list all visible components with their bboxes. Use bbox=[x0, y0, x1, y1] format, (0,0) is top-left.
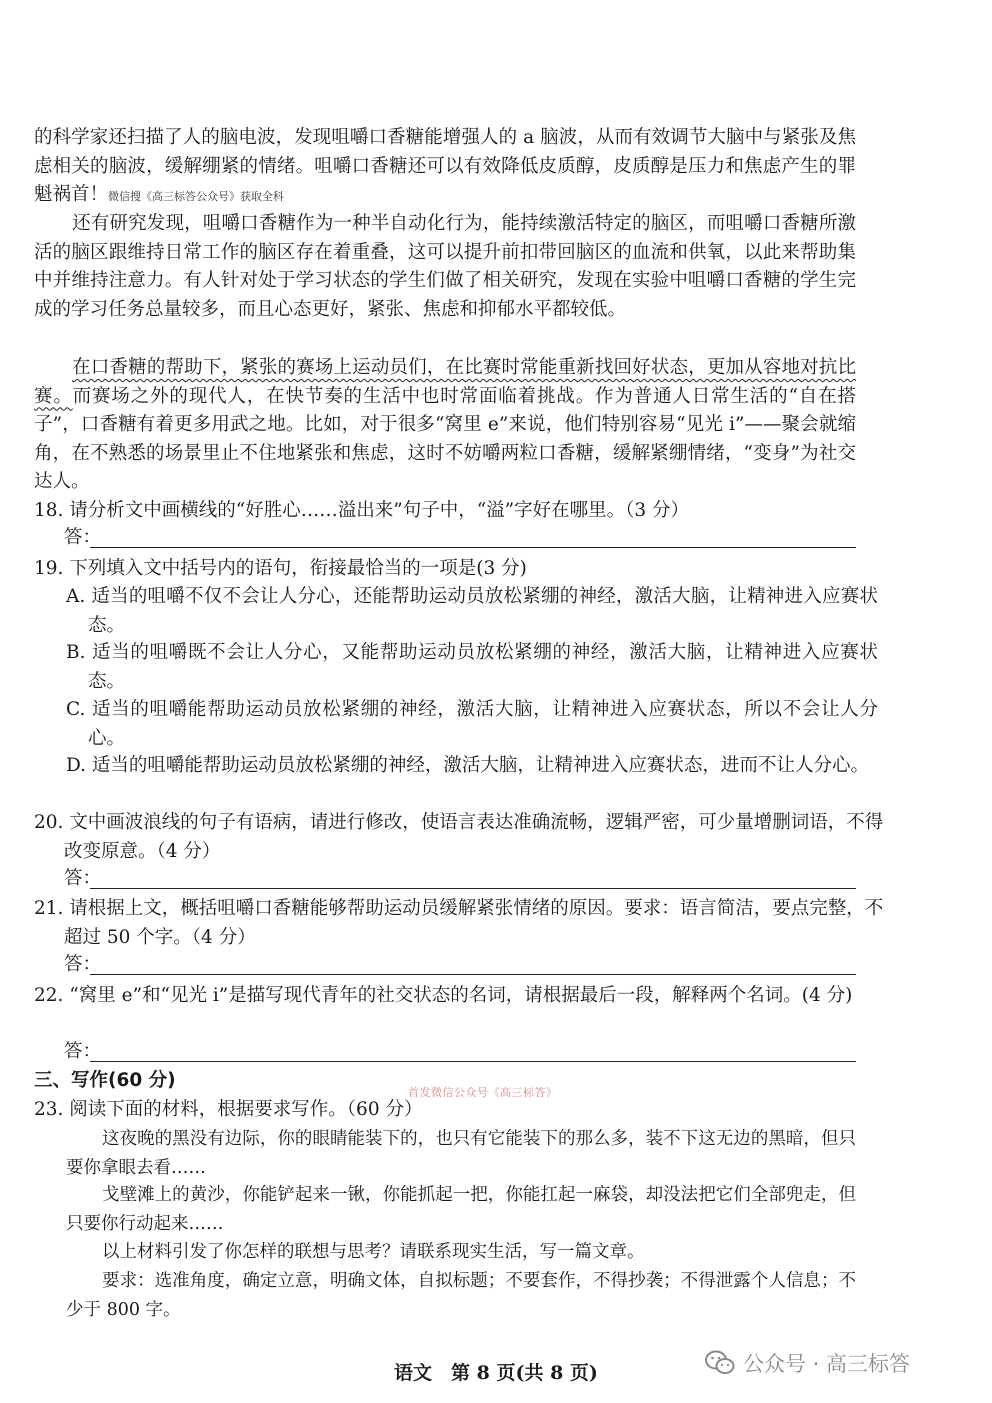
section-heading-writing: 三、写作(60 分) bbox=[34, 1070, 176, 1091]
answer-label: 答： bbox=[64, 954, 102, 975]
question-21: 21. 请根据上文，概括咀嚼口香糖能够帮助运动员缓解紧张情绪的原因。要求：语言简洁，要点完整，不超过 50 个字。（4 分） bbox=[34, 898, 884, 948]
material-4-text: 要求：选准角度，确定立意，明确文体，自拟标题；不要套作，不得抄袭；不得泄露个人信息；不少于 800 字。 bbox=[66, 1271, 856, 1320]
question-19: 19. 下列填入文中括号内的语句，衔接最恰当的一项是(3 分) bbox=[34, 558, 527, 579]
answer-line-20[interactable] bbox=[64, 865, 856, 893]
inline-watermark: 微信搜《高三标答公众号》获取全科 bbox=[108, 190, 285, 203]
passage-p2-text: 还有研究发现，咀嚼口香糖作为一种半自动化行为，能持续激活特定的脑区，而咀嚼口香糖所激活的脑区跟维持日常工作的脑区存在着重叠，这可以提升前扣带回脑区的血流和供氧，以此来帮助集中并维持注意力。有人针对处于学习状态的学生们做了相关研究，发现在实验中咀嚼口香糖的学生完成的学习任务总量较多，而且心态更好，紧张、焦虑和抑郁水平都较低。 bbox=[34, 213, 856, 320]
brand-text: 公众号 · 高三标答 bbox=[743, 1352, 911, 1376]
material-paragraph-2 bbox=[66, 1181, 856, 1238]
question-22: 22. “窝里 e”和“见光 i”是描写现代青年的社交状态的名词，请根据最后一段，解释两个名词。(4 分) bbox=[34, 985, 853, 1006]
option-c: C. 适当的咀嚼能帮助运动员放松紧绷的神经，激活大脑，让精神进入应赛状态，所以不会让人分心。 bbox=[66, 699, 878, 749]
wechat-icon bbox=[705, 1350, 735, 1376]
answer-line-18[interactable] bbox=[64, 524, 856, 552]
question-20: 20. 文中画波浪线的句子有语病，请进行修改，使语言表达准确流畅，逻辑严密，可少量增删词语，不得改变原意。（4 分） bbox=[34, 812, 884, 862]
option-d: D. 适当的咀嚼能帮助运动员放松紧绷的神经，激活大脑，让精神进入应赛状态，进而不让人分心。 bbox=[66, 755, 869, 776]
passage-paragraph-2 bbox=[34, 210, 856, 324]
material-paragraph-3 bbox=[66, 1238, 856, 1267]
material-paragraph-4 bbox=[66, 1267, 856, 1324]
passage-p3-text: 而赛场之外的现代人，在快节奏的生活中也时常面临着挑战。作为普通人日常生活的“自在搭子”，口香糖有着更多用武之地。比如，对于很多“窝里 e”来说，他们特别容易“见光 i”——聚会就缩角，在不熟悉的场景里止不住地紧张和焦虑，这时不妨嚼两粒口香糖，缓解紧绷情绪，“变身”为社交达人。 bbox=[34, 385, 856, 492]
answer-line-22[interactable] bbox=[64, 1038, 856, 1066]
material-1-text: 这夜晚的黑没有边际，你的眼睛能装下的，也只有它能装下的那么多，装不下这无边的黑暗，但只要你拿眼去看…… bbox=[66, 1129, 856, 1178]
answer-underline bbox=[90, 974, 856, 975]
page-footer: 语文 第 8 页(共 8 页) bbox=[394, 1362, 598, 1384]
question-18: 18. 请分析文中画横线的“好胜心……溢出来”句子中，“溢”字好在哪里。（3 分） bbox=[34, 500, 690, 521]
answer-label: 答： bbox=[64, 527, 102, 548]
passage-paragraph-1 bbox=[34, 124, 856, 212]
answer-underline bbox=[90, 1061, 856, 1062]
option-b: B. 适当的咀嚼既不会让人分心，又能帮助运动员放松紧绷的神经，激活大脑，让精神进入应赛状态。 bbox=[66, 642, 878, 692]
question-23: 23. 阅读下面的材料，根据要求写作。（60 分） bbox=[34, 1099, 423, 1120]
red-watermark: 首发微信公众号《高三标答》 bbox=[408, 1086, 558, 1099]
material-3-text: 以上材料引发了你怎样的联想与思考？请联系现实生活，写一篇文章。 bbox=[102, 1242, 645, 1262]
passage-p1-text: 的科学家还扫描了人的脑电波，发现咀嚼口香糖能增强人的 a 脑波，从而有效调节大脑中与紧张及焦虑相关的脑波，缓解绷紧的情绪。咀嚼口香糖还可以有效降低皮质醇，皮质醇是压力和焦虑产生的罪魁祸首！ bbox=[34, 127, 856, 205]
answer-underline bbox=[90, 547, 856, 548]
wavy-underlined-sentence: 在口香糖的帮助下，紧张的赛场上运动员们，在比赛时常能重新找回好状态，更加从容地对抗比赛。 bbox=[34, 357, 856, 407]
option-a: A. 适当的咀嚼不仅不会让人分心，还能帮助运动员放松紧绷的神经，激活大脑，让精神进入应赛状态。 bbox=[66, 586, 878, 636]
brand-watermark bbox=[705, 1347, 910, 1379]
answer-label: 答： bbox=[64, 868, 102, 889]
passage-paragraph-3 bbox=[34, 354, 856, 497]
answer-line-21[interactable] bbox=[64, 951, 856, 979]
material-paragraph-1 bbox=[66, 1125, 856, 1182]
material-2-text: 戈壁滩上的黄沙，你能铲起来一锹，你能抓起一把，你能扛起一麻袋，却没法把它们全部兜走，但只要你行动起来…… bbox=[66, 1185, 856, 1234]
answer-underline bbox=[90, 888, 856, 889]
answer-label: 答： bbox=[64, 1041, 102, 1062]
